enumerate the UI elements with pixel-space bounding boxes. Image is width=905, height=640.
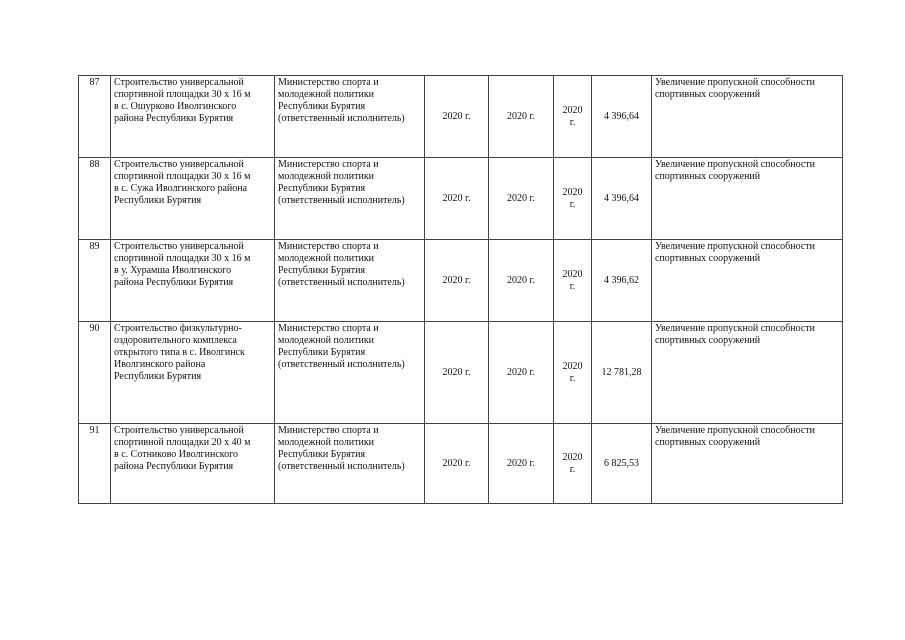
row-number: 89 <box>79 240 111 322</box>
table-row <box>79 76 843 158</box>
table-row <box>79 158 843 240</box>
funding-amount: 4 396,62 <box>592 240 652 322</box>
funding-year: 2020 г. <box>554 76 592 158</box>
activity-name: Строительство универсальной спортивной площадки 30 х 16 м в у. Хурамша Иволгинского района Республики Бурятия <box>111 240 275 322</box>
end-year: 2020 г. <box>489 424 554 504</box>
funding-amount: 12 781,28 <box>592 322 652 424</box>
row-number: 88 <box>79 158 111 240</box>
funding-year: 2020 г. <box>554 240 592 322</box>
executor: Министерство спорта и молодежной политики Республики Бурятия (ответственный исполнитель) <box>275 424 425 504</box>
activity-name: Строительство универсальной спортивной площадки 20 х 40 м в с. Сотниково Иволгинского района Республики Бурятия <box>111 424 275 504</box>
funding-year: 2020 г. <box>554 424 592 504</box>
row-number: 87 <box>79 76 111 158</box>
expected-result: Увеличение пропускной способности спортивных сооружений <box>652 322 843 424</box>
expected-result: Увеличение пропускной способности спортивных сооружений <box>652 424 843 504</box>
start-year: 2020 г. <box>425 424 489 504</box>
row-number: 90 <box>79 322 111 424</box>
executor: Министерство спорта и молодежной политики Республики Бурятия (ответственный исполнитель) <box>275 322 425 424</box>
end-year: 2020 г. <box>489 76 554 158</box>
start-year: 2020 г. <box>425 158 489 240</box>
start-year: 2020 г. <box>425 76 489 158</box>
table-row <box>79 322 843 424</box>
expected-result: Увеличение пропускной способности спортивных сооружений <box>652 240 843 322</box>
funding-year: 2020 г. <box>554 322 592 424</box>
table-row <box>79 424 843 504</box>
funding-year: 2020 г. <box>554 158 592 240</box>
start-year: 2020 г. <box>425 322 489 424</box>
table-row <box>79 240 843 322</box>
program-activities-table <box>78 75 843 504</box>
executor: Министерство спорта и молодежной политики Республики Бурятия (ответственный исполнитель) <box>275 76 425 158</box>
expected-result: Увеличение пропускной способности спортивных сооружений <box>652 76 843 158</box>
executor: Министерство спорта и молодежной политики Республики Бурятия (ответственный исполнитель) <box>275 240 425 322</box>
end-year: 2020 г. <box>489 240 554 322</box>
executor: Министерство спорта и молодежной политики Республики Бурятия (ответственный исполнитель) <box>275 158 425 240</box>
end-year: 2020 г. <box>489 158 554 240</box>
end-year: 2020 г. <box>489 322 554 424</box>
activity-name: Строительство физкультурно- оздоровительного комплекса открытого типа в с. Иволгинск Иволгинского района Республики Бурятия <box>111 322 275 424</box>
funding-amount: 4 396,64 <box>592 76 652 158</box>
row-number: 91 <box>79 424 111 504</box>
funding-amount: 6 825,53 <box>592 424 652 504</box>
expected-result: Увеличение пропускной способности спортивных сооружений <box>652 158 843 240</box>
funding-amount: 4 396,64 <box>592 158 652 240</box>
activity-name: Строительство универсальной спортивной площадки 30 х 16 м в с. Сужа Иволгинского района Республики Бурятия <box>111 158 275 240</box>
activity-name: Строительство универсальной спортивной площадки 30 х 16 м в с. Ошурково Иволгинского района Республики Бурятия <box>111 76 275 158</box>
start-year: 2020 г. <box>425 240 489 322</box>
